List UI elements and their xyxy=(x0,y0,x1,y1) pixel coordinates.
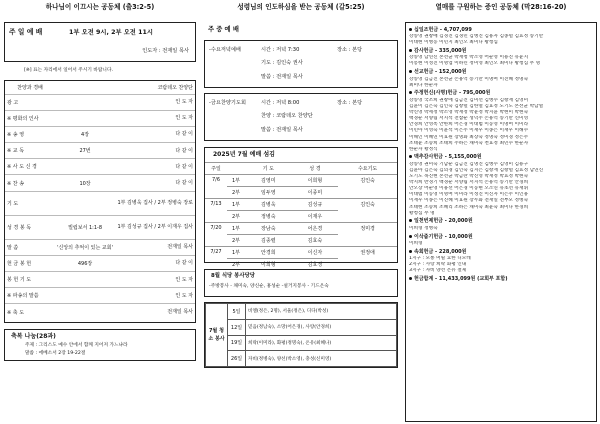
prayer-box xyxy=(204,147,398,268)
order-who: 인 도 자 xyxy=(115,272,195,288)
offering-name-line: 박지희 반경기 백경순 서양림 서지석 손용억 송기만 안경희 xyxy=(409,180,529,186)
kitchen-box xyxy=(204,269,398,297)
col2-header: 성령님의 인도하심을 받는 공동체 (갈5:25) xyxy=(237,3,365,11)
fri-sermon: 말씀 : 전재일 목사 xyxy=(261,127,303,133)
prayer-pray: 김종렬 xyxy=(245,234,292,246)
prayer-wed: 김인숙 xyxy=(338,198,397,210)
order-row xyxy=(5,272,195,288)
prayer-title: 2025년 7월 예배 섬김 xyxy=(213,151,275,158)
fri-praise: 찬양 : 코람데오 찬양단 xyxy=(261,113,313,119)
bullet-icon xyxy=(409,277,412,280)
order-item: 성 경 봉 독 xyxy=(5,215,55,239)
offering-name-line: 이대범 이동영 이명여 이미라 이성진 이신자 이은주 이인용 xyxy=(409,192,529,198)
prayer-bible: 김효숙 xyxy=(292,234,339,246)
column-worship xyxy=(4,0,196,424)
prayer-col-part xyxy=(227,163,245,175)
offerings-list xyxy=(406,27,596,284)
order-row xyxy=(5,239,195,255)
offering-name-line: 강송영 국조희 권창애 김금진 김미선 김병수 김창재 김영미 xyxy=(409,97,529,103)
fri-place: 장소 : 본당 xyxy=(337,100,363,106)
prayer-part: 1부 xyxy=(227,246,245,258)
order-row xyxy=(5,304,195,320)
prayer-pray: 김병욱 xyxy=(245,198,292,210)
offering-name-line: 박신영 박세정 박소영 박재정 박윤정 박지윤 박현미 박현숙 xyxy=(409,110,529,116)
bullet-icon xyxy=(409,91,412,94)
prayer-part: 1부 xyxy=(227,174,245,186)
prayer-date xyxy=(205,186,227,198)
cleaning-names: 희락(이미라), 화평(정명숙), 온유(최혜나) xyxy=(246,335,397,351)
prayer-bible: 김성규 xyxy=(292,198,339,210)
order-item: 기 도 xyxy=(5,191,55,215)
prayer-row xyxy=(205,222,397,234)
offering-name-line: 2지구 : 사랑 희락 화평 인내 xyxy=(409,262,467,268)
order-who: 전재일 목사 xyxy=(115,239,195,255)
offering-name-line: 강송영 김금진 본선균 손용억 송기만 이명여 이진혜 정명숙 xyxy=(409,76,529,82)
worship-title: 주 일 예 배 xyxy=(9,28,43,36)
prayer-table xyxy=(205,162,397,270)
offering-name-line: 이민아 이영숙 이윤석 이은주 이재우 이종은 이재우 이해수 xyxy=(409,128,529,134)
prayer-date: 7/20 xyxy=(205,222,227,234)
offering-name-line: 이대현 이병동 이민지 최인오 최미나 황청심 xyxy=(409,40,498,46)
prayer-part: 2부 xyxy=(227,234,245,246)
offering-name-line: 1지구 : 모퉁 머릴 요한 디모데 xyxy=(409,256,471,262)
cleaning-names: 자비(정병숙), 양선(박소영), 충성(신미영) xyxy=(246,351,397,367)
order-mid: 27번 xyxy=(55,143,115,159)
prayer-part: 1부 xyxy=(227,222,245,234)
cleaning-row xyxy=(206,335,397,351)
prayer-bible: 어은경 xyxy=(292,222,339,234)
bullet-icon xyxy=(409,49,412,52)
order-row xyxy=(5,143,195,159)
offering-name-line: 이해인 이혜연 이효원 장명화 최장숙 정명숙 정미경 정은주 xyxy=(409,134,529,140)
order-who: 다 같 이 xyxy=(115,175,195,191)
prayer-date: 7/13 xyxy=(205,198,227,210)
wed-time: 시간 : 저녁 7:30 xyxy=(261,47,300,53)
order-row xyxy=(5,215,195,239)
order-who: 다 같 이 xyxy=(115,126,195,142)
offering-category xyxy=(409,276,596,284)
order-row xyxy=(5,126,195,142)
wed-sermon: 말씀 : 전재일 목사 xyxy=(261,74,303,80)
prayer-part: 2부 xyxy=(227,186,245,198)
order-row xyxy=(5,110,195,126)
offering-name-line: 이희형 정병숙 xyxy=(409,225,438,231)
prayer-date xyxy=(205,210,227,222)
order-item: ※ 교 독 xyxy=(5,143,55,159)
order-mid: '신앙의 추억이 있는 교회' xyxy=(55,239,115,255)
offering-name-line: 황청심 무 명 xyxy=(409,210,435,216)
offering-name-line: 조태현 조승희 조혜리 조하은 채미숙 최윤숙 최미나 한경희 xyxy=(409,204,529,210)
offering-category xyxy=(409,90,596,98)
order-who: 다 같 이 xyxy=(115,143,195,159)
offering-category xyxy=(409,154,596,162)
cleaning-row xyxy=(206,351,397,367)
offering-name-line: 백경순 서양림 서지석 전참순 성덕주 손용억 송기만 신미영 xyxy=(409,116,529,122)
prayer-col-wed: 수요기도 xyxy=(338,163,397,175)
prayer-row xyxy=(205,174,397,186)
prayer-row xyxy=(205,246,397,258)
offering-names xyxy=(409,34,596,46)
prayer-wed: 김인숙 xyxy=(338,174,397,186)
prayer-bible: 김효정 xyxy=(292,258,339,270)
offering-name-line: 최미나 한순자 xyxy=(409,82,438,88)
order-table xyxy=(5,81,195,320)
order-item: ※ 파송의 말씀 xyxy=(5,288,55,304)
prayer-pray: 정병숙 xyxy=(245,210,292,222)
prayer-pray: 안경희 xyxy=(245,246,292,258)
prayer-bible: 이재우 xyxy=(292,210,339,222)
prayer-header-row xyxy=(205,163,397,175)
offering-category xyxy=(409,48,596,56)
offering-names xyxy=(409,256,596,274)
share-topic: 주제 : 그리스도 예수 안에서 함께 지어져 가느냐라 xyxy=(25,343,128,348)
prayer-wed xyxy=(338,186,397,198)
bullet-icon xyxy=(409,250,412,253)
order-of-service xyxy=(4,80,196,323)
order-item: ※ 축 도 xyxy=(5,304,55,320)
offering-title: 속회헌금 - 228,000원 xyxy=(414,248,467,255)
wed-place: 장소 : 본당 xyxy=(337,47,363,53)
order-row xyxy=(5,255,195,271)
share-box xyxy=(4,329,196,361)
cleaning-day: 12일 xyxy=(228,319,246,335)
offering-name-line: 노기도 목진현 본선균 박금란 박신영 박재정 박효정 박현숙 xyxy=(409,174,529,180)
order-row xyxy=(5,288,195,304)
order-who: 1부 김병욱 집사 / 2부 정병숙 장로 xyxy=(115,191,195,215)
prayer-wed xyxy=(338,210,397,222)
offering-name-line: 한순자 황정식 xyxy=(409,146,438,152)
order-item: 말 씀 xyxy=(5,239,55,255)
cleaning-row xyxy=(206,319,397,335)
offering-name-line: 3지구 : 자비 양선 온유 절제 xyxy=(409,268,467,274)
prayer-date: 7/6 xyxy=(205,174,227,186)
order-item: ※ 평화의 인사 xyxy=(5,110,55,126)
prayer-row xyxy=(205,234,397,246)
order-header-who: 코람데오 찬양단 xyxy=(157,84,193,91)
offering-title: 헌금합계 - 11,433,099원 (교회부 포함) xyxy=(414,276,508,283)
prayer-row xyxy=(205,198,397,210)
prayer-pray: 임두영 xyxy=(245,186,292,198)
offering-category xyxy=(409,249,596,257)
fri-time: 시간 : 저녁 8:00 xyxy=(261,100,300,106)
order-item: 광 고 xyxy=(5,94,55,110)
order-who: 인 도 자 xyxy=(115,288,195,304)
order-mid: 10장 xyxy=(55,175,115,191)
column-weekday xyxy=(204,0,398,424)
prayer-bible: 이희형 xyxy=(292,174,339,186)
order-item: ※ 사 도 신 경 xyxy=(5,159,55,175)
prayer-bible: 이종미 xyxy=(292,186,339,198)
bullet-icon xyxy=(409,219,412,222)
share-title: 축복 나눔(28과) xyxy=(11,333,56,340)
order-item: 봉 헌 기 도 xyxy=(5,272,55,288)
offerings-box xyxy=(405,22,597,422)
prayer-pray: 이희형 xyxy=(245,258,292,270)
presider: 인도자 : 전재일 목사 xyxy=(142,48,189,54)
order-mid xyxy=(55,191,115,215)
offering-title: 이삭줍기헌금 - 10,000원 xyxy=(414,233,473,240)
order-item: 헌 금 봉 헌 xyxy=(5,255,55,271)
order-mid: 496장 xyxy=(55,255,115,271)
worship-time: 1부 오전 9시, 2부 오전 11시 xyxy=(69,29,153,36)
bullet-icon xyxy=(409,155,412,158)
prayer-wed: 정미경 xyxy=(338,222,397,234)
fri-box xyxy=(204,93,398,141)
order-mid xyxy=(55,94,115,110)
offering-name-line: 강송영 권미숙 기남순 김금진 김명진 김병수 김영미 김용구 xyxy=(409,161,529,167)
bullet-icon xyxy=(409,28,412,31)
prayer-date: 7/27 xyxy=(205,246,227,258)
order-who: 다 같 이 xyxy=(115,255,195,271)
offering-names xyxy=(409,77,596,89)
offering-title: 주정헌신(사명)헌금 - 795,000원 xyxy=(414,90,491,97)
prayer-wed xyxy=(338,234,397,246)
cleaning-day: 26일 xyxy=(228,351,246,367)
prayer-pray: 장남숙 xyxy=(245,222,292,234)
offering-name-line: 강송영 권창애 김경진 김경민 김병진 김용자 김종렬 김효정 송기만 xyxy=(409,34,544,40)
sunday-worship-box xyxy=(4,22,196,62)
prayer-row xyxy=(205,186,397,198)
offering-title: 감사헌금 - 335,000원 xyxy=(414,47,467,54)
prayer-part: 2부 xyxy=(227,258,245,270)
order-row xyxy=(5,159,195,175)
standing-note: [※] 표는 자리에서 일어서 주시기 바랍니다. xyxy=(24,68,113,73)
order-row xyxy=(5,175,195,191)
prayer-part: 1부 xyxy=(227,198,245,210)
prayer-col-bible: 성 경 xyxy=(292,163,339,175)
cleaning-label: 7월 청소 봉사 xyxy=(206,304,228,367)
order-mid xyxy=(55,288,115,304)
kitchen-title: 8월 식당 봉사당당 xyxy=(211,273,255,279)
cleaning-day: 5일 xyxy=(228,304,246,320)
order-item: ※ 찬 송 xyxy=(5,175,55,191)
prayer-bible: 이신자 xyxy=(292,246,339,258)
cleaning-names: 믿음(정남숙), 소망(어은경), 사랑(안경희) xyxy=(246,319,397,335)
cleaning-day: 19일 xyxy=(228,335,246,351)
prayer-pray: 김영미 xyxy=(245,174,292,186)
order-who: 전재일 목사 xyxy=(115,304,195,320)
prayer-wed: 권정애 xyxy=(338,246,397,258)
share-verse: 말씀 : 에베소서 2장 19-22절 xyxy=(25,351,86,356)
offering-category xyxy=(409,27,596,35)
order-mid xyxy=(55,159,115,175)
offering-name-line: 이봉현 이성진 이명업 이하린 정미영 최인오 최미나 황청심 무 명 xyxy=(409,61,541,67)
order-mid xyxy=(55,272,115,288)
offering-title: 일천번제헌금 - 20,000원 xyxy=(414,218,473,225)
bullet-icon xyxy=(409,235,412,238)
order-who: 인 도 자 xyxy=(115,110,195,126)
weekday-heading: 주 중 예 배 xyxy=(208,26,239,33)
order-who: 인 도 자 xyxy=(115,94,195,110)
col3-header: 열매를 구원하는 증인 공동체 (막28:16-20) xyxy=(435,3,567,11)
offering-names xyxy=(409,162,596,217)
offering-name-line: 안오장 어순영 이용선 어은경 이동현 오소연 유초선 유재휘 xyxy=(409,186,529,192)
prayer-col-pray: 기 도 xyxy=(245,163,292,175)
offering-name-line: 이희형 xyxy=(409,241,423,246)
offering-name-line: 김윤아 김은숙 김의경 김인숙 김지은 김창재 김창렬 김효정 남연신 xyxy=(409,167,544,173)
order-mid: 빌립보서 1:1-8 xyxy=(55,215,115,239)
order-header-row xyxy=(5,81,195,94)
offering-name-line: 안경희 안영옥 안한희 어은경 이대범 이동영 이명여 이미라 xyxy=(409,122,529,128)
kitchen-text: -주방봉사 - 채미숙, 양신순, 홍성순 -설거지봉사 - 기드온숙 xyxy=(209,284,329,289)
offering-category xyxy=(409,69,596,77)
offering-name-line: 김윤이 김은숙 김인숙 김창렬 김한열 김효정 노기도 본선균 박남열 xyxy=(409,104,544,110)
offering-names xyxy=(409,226,596,232)
prayer-part: 2부 xyxy=(227,210,245,222)
order-mid xyxy=(55,110,115,126)
offering-title: 맥추감사헌금 - 5,155,000원 xyxy=(414,154,482,161)
offering-name-line: 강송영 남연신 본선균 박재청 박소영 어순영 이용진 유윤지 xyxy=(409,55,529,61)
prayer-date xyxy=(205,234,227,246)
offering-category xyxy=(409,234,596,242)
cleaning-row xyxy=(206,304,397,320)
offering-name-line: 조태윤 조승희 조태희 주하은 채미숙 천효정 최민수 한순자 xyxy=(409,140,529,146)
order-row xyxy=(5,94,195,110)
offering-names xyxy=(409,55,596,67)
bullet-icon xyxy=(409,70,412,73)
order-who: 1부 김성규 집사 / 2부 이재우 집사 xyxy=(115,215,195,239)
cleaning-table xyxy=(205,303,397,367)
wed-box xyxy=(204,40,398,88)
fri-title: -금요찬양기도회 xyxy=(209,100,246,106)
prayer-row xyxy=(205,210,397,222)
column-offerings xyxy=(405,0,597,424)
order-mid xyxy=(55,304,115,320)
offering-names xyxy=(409,98,596,153)
col1-header: 하나님이 이끄시는 공동체 (출3:2-5) xyxy=(45,3,155,11)
offering-title: 십일조헌금 - 4,707,099 xyxy=(414,26,472,33)
offering-name-line: 이재우 이종은 이진혜 이효원 장두화 전재일 전부모 정병숙 xyxy=(409,198,529,204)
order-header-item: 찬양과 경배 xyxy=(17,84,43,91)
wed-pray: 기도 : 김인숙 권사 xyxy=(261,60,303,66)
wed-title: -수요저녁예배 xyxy=(209,47,241,53)
order-mid: 4장 xyxy=(55,126,115,142)
order-row xyxy=(5,191,195,215)
offering-names xyxy=(409,241,596,247)
prayer-col-sunday: 주일 xyxy=(205,163,227,175)
offering-title: 선교헌금 - 152,000원 xyxy=(414,69,467,76)
offering-category xyxy=(409,218,596,226)
cleaning-names: 비엘(정은, 2명), 서울(정은), 디다(박성) xyxy=(246,304,397,320)
order-item: ※ 송 영 xyxy=(5,126,55,142)
cleaning-box xyxy=(204,302,398,368)
order-who: 다 같 이 xyxy=(115,159,195,175)
